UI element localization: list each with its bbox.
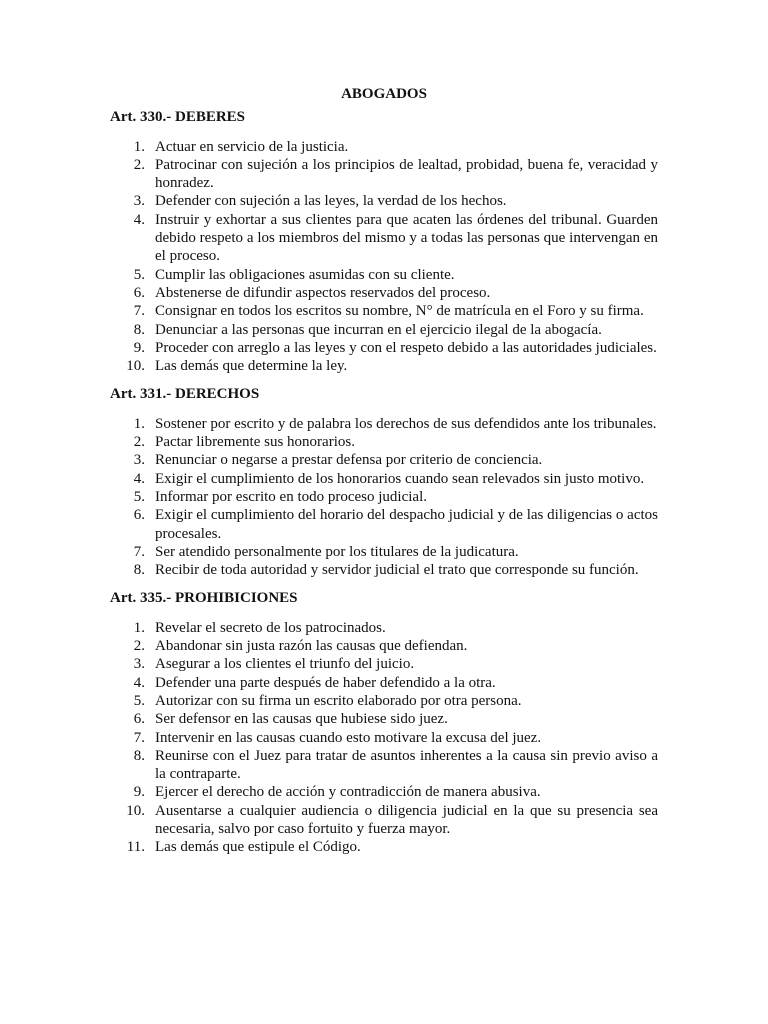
list-item-number: 9. <box>133 339 145 356</box>
list-item-text: Actuar en servicio de la justicia. <box>155 138 349 155</box>
list-item <box>110 266 658 284</box>
list-item <box>110 415 658 433</box>
list-item-number: 5. <box>133 488 145 505</box>
document-title: ABOGADOS <box>341 86 427 102</box>
list-item-number: 1. <box>133 619 145 636</box>
list-item-text: Consignar en todos los escritos su nombre, N° de matrícula en el Foro y su firma. <box>155 303 644 320</box>
list-item <box>110 284 658 302</box>
list-item <box>110 561 658 579</box>
list-item-number: 5. <box>133 692 145 709</box>
list-item-number: 8. <box>133 747 145 764</box>
document-body <box>110 85 658 867</box>
list-item <box>110 138 658 156</box>
list-item-text: Ausentarse a cualquier audiencia o diligencia judicial en la que su presencia sea necesaria, salvo por caso fortuito y fuerza mayor. <box>155 802 658 837</box>
list-item-text: Renunciar o negarse a prestar defensa por criterio de conciencia. <box>155 452 543 469</box>
list-item-number: 8. <box>133 321 145 338</box>
sections-container <box>110 108 658 856</box>
list-item <box>110 543 658 561</box>
article-heading: Art. 331.- DERECHOS <box>110 386 260 403</box>
list-item <box>110 838 658 856</box>
list-item <box>110 692 658 710</box>
list-item-number: 9. <box>133 784 145 801</box>
list-item <box>110 302 658 320</box>
list-item-number: 8. <box>133 562 145 579</box>
list-item-number: 1. <box>133 138 145 155</box>
list-item <box>110 747 658 784</box>
list-item <box>110 619 658 637</box>
list-item <box>110 339 658 357</box>
list-item-text: Cumplir las obligaciones asumidas con su cliente. <box>155 266 455 283</box>
list-item-number: 4. <box>133 211 145 228</box>
list-item <box>110 802 658 839</box>
list-item <box>110 637 658 655</box>
list-item <box>110 192 658 210</box>
list-item-text: Autorizar con su firma un escrito elaborado por otra persona. <box>155 692 522 709</box>
list-item-text: Instruir y exhortar a sus clientes para que acaten las órdenes del tribunal. Guarden debido respeto a los miembros del mismo y a todas las personas que intervengan en el proceso. <box>155 211 658 265</box>
list-item-number: 6. <box>133 507 145 524</box>
list-item-text: Intervenir en las causas cuando esto motivare la excusa del juez. <box>155 729 542 746</box>
list-item-number: 2. <box>133 638 145 655</box>
list-item-text: Defender con sujeción a las leyes, la verdad de los hechos. <box>155 193 507 210</box>
list-item-number: 11. <box>126 839 145 856</box>
list-item <box>110 156 658 193</box>
article-list <box>110 619 658 857</box>
list-item-text: Las demás que determine la ley. <box>155 358 348 375</box>
list-item-text: Ejercer el derecho de acción y contradicción de manera abusiva. <box>155 784 541 801</box>
list-item <box>110 321 658 339</box>
article-heading: Art. 330.- DEBERES <box>110 109 246 126</box>
list-item <box>110 470 658 488</box>
list-item-text: Ser defensor en las causas que hubiese sido juez. <box>155 711 448 728</box>
list-item <box>110 451 658 469</box>
list-item <box>110 674 658 692</box>
list-item-text: Pactar libremente sus honorarios. <box>155 434 355 451</box>
list-item-text: Las demás que estipule el Código. <box>155 839 361 856</box>
list-item-number: 10. <box>126 802 145 819</box>
list-item-number: 7. <box>133 729 145 746</box>
list-item <box>110 710 658 728</box>
list-item-text: Ser atendido personalmente por los titulares de la judicatura. <box>155 543 519 560</box>
list-item-number: 6. <box>133 284 145 301</box>
list-item-number: 7. <box>133 543 145 560</box>
article-heading: Art. 335.- PROHIBICIONES <box>110 590 298 607</box>
list-item-number: 5. <box>133 266 145 283</box>
list-item-text: Abandonar sin justa razón las causas que defiendan. <box>155 638 468 655</box>
list-item-number: 3. <box>133 193 145 210</box>
list-item-text: Defender una parte después de haber defendido a la otra. <box>155 674 496 691</box>
list-item-number: 4. <box>133 674 145 691</box>
list-item-number: 3. <box>133 452 145 469</box>
list-item <box>110 729 658 747</box>
list-item-number: 6. <box>133 711 145 728</box>
list-item-text: Denunciar a las personas que incurran en el ejercicio ilegal de la abogacía. <box>155 321 602 338</box>
list-item <box>110 433 658 451</box>
list-item-text: Asegurar a los clientes el triunfo del juicio. <box>155 656 415 673</box>
list-item <box>110 488 658 506</box>
list-item-number: 7. <box>133 303 145 320</box>
list-item-number: 4. <box>133 470 145 487</box>
article-list <box>110 415 658 580</box>
list-item-text: Exigir el cumplimiento del horario del despacho judicial y de las diligencias o actos procesales. <box>155 507 658 542</box>
list-item-number: 2. <box>133 434 145 451</box>
list-item-text: Sostener por escrito y de palabra los derechos de sus defendidos ante los tribunales. <box>155 415 657 432</box>
list-item-text: Revelar el secreto de los patrocinados. <box>155 619 386 636</box>
list-item-text: Exigir el cumplimiento de los honorarios cuando sean relevados sin justo motivo. <box>155 470 645 487</box>
list-item-text: Reunirse con el Juez para tratar de asuntos inherentes a la causa sin previo aviso a la contraparte. <box>155 747 658 783</box>
list-item-text: Informar por escrito en todo proceso judicial. <box>155 488 427 505</box>
list-item-text: Proceder con arreglo a las leyes y con el respeto debido a las autoridades judiciales. <box>155 339 657 356</box>
list-item-number: 1. <box>133 415 145 432</box>
list-item <box>110 783 658 801</box>
list-item <box>110 357 658 375</box>
list-item-number: 10. <box>126 358 145 375</box>
list-item-text: Patrocinar con sujeción a los principios de lealtad, probidad, buena fe, veracidad y honradez. <box>155 156 658 192</box>
list-item <box>110 506 658 543</box>
list-item-number: 2. <box>133 156 145 173</box>
list-item-text: Recibir de toda autoridad y servidor judicial el trato que corresponde su función. <box>155 562 639 579</box>
list-item-text: Abstenerse de difundir aspectos reservados del proceso. <box>155 284 491 301</box>
list-item-number: 3. <box>133 656 145 673</box>
list-item <box>110 211 658 266</box>
article-list <box>110 138 658 376</box>
list-item <box>110 655 658 673</box>
